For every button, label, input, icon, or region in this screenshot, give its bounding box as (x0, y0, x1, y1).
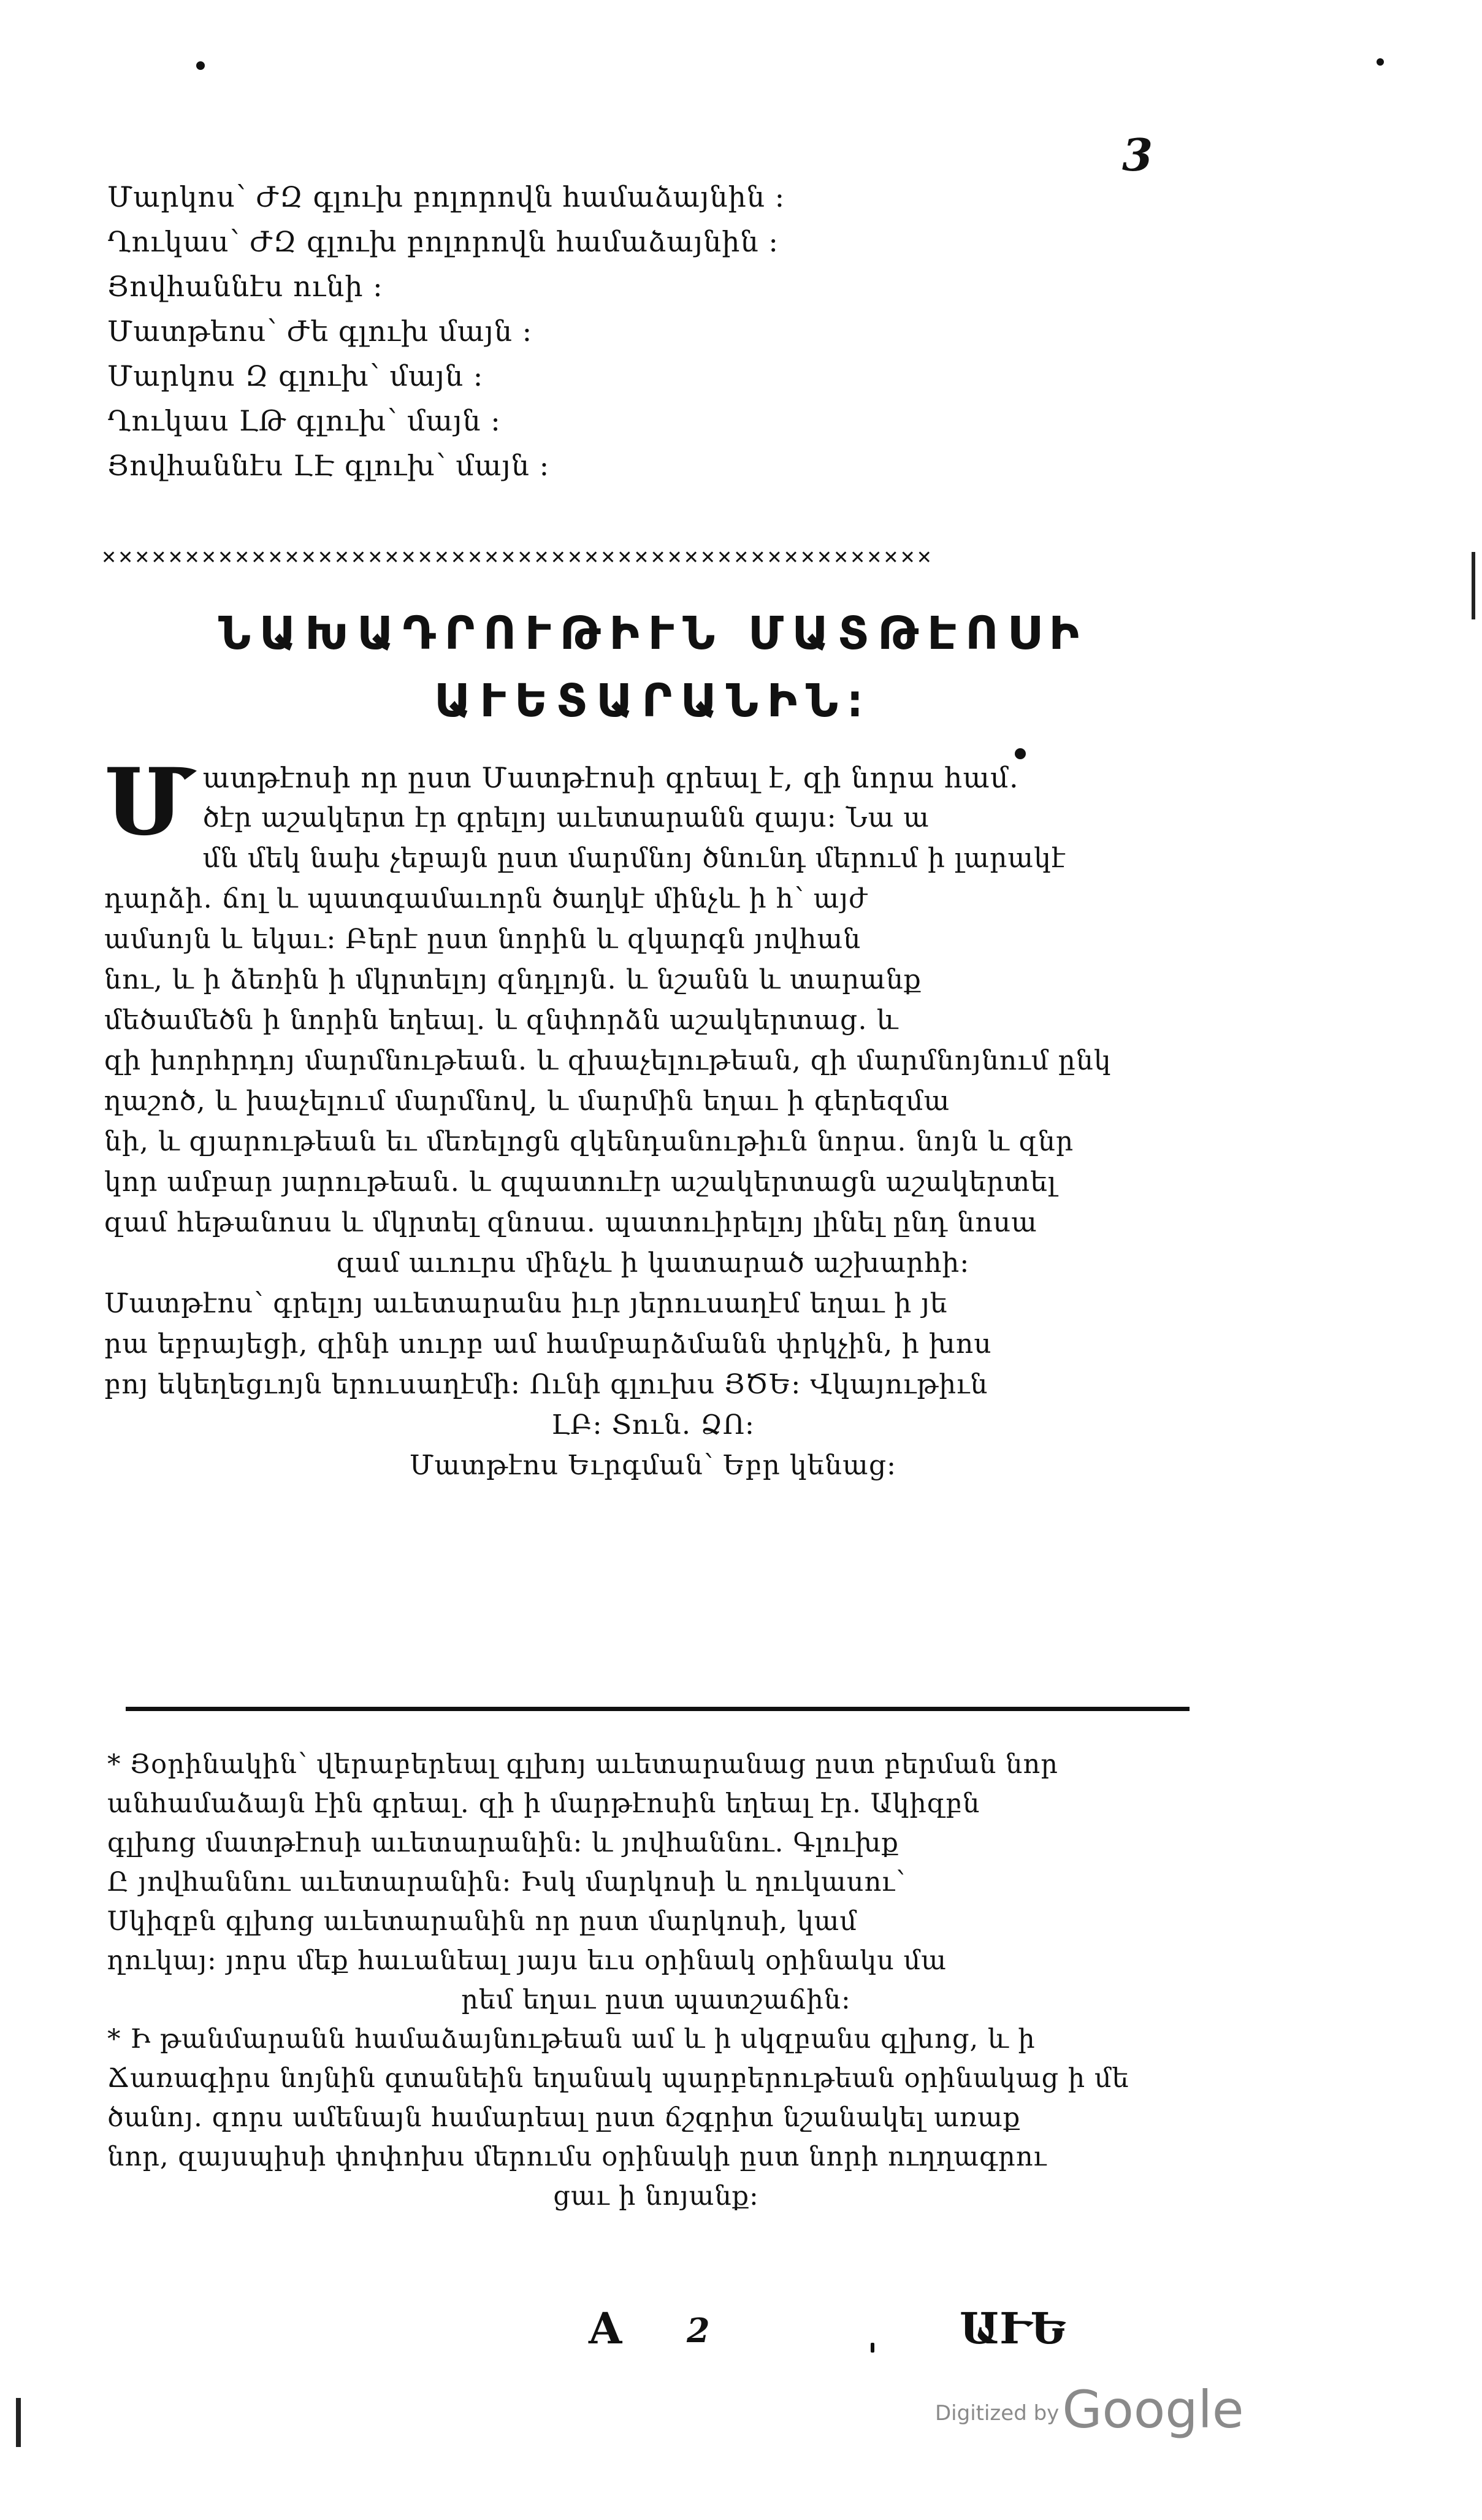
list-item: Ղուկաս ԼԹ գլուխ՝ մայն ։ (107, 404, 501, 437)
footnote-line: Սկիզբն գլխոց աւետարանին որ ըստ մարկոսի, կամ (107, 1906, 858, 1937)
preface-text (104, 748, 1202, 1486)
footnote-rule (126, 1707, 1190, 1711)
footnote-line: Ճառագիրս նոյնին գտանեին եղանակ պարբերութեան օրինակաց ի մե (107, 2063, 1129, 2094)
ornamental-divider: ✕✕✕✕✕✕✕✕✕✕✕✕✕✕✕✕✕✕✕✕✕✕✕✕✕✕✕✕✕✕✕✕✕✕✕✕✕✕✕✕✕✕✕✕✕✕✕✕✕✕ (101, 547, 933, 569)
footnote-line: ղուկայ։ յորս մեք հաւանեալ յայս եւս օրինակ օրինակս մա (107, 1945, 947, 1976)
section-title-continued: ԱՒԵՏԱՐԱՆԻՆ։ (434, 675, 872, 727)
page-edge-mark (16, 2398, 21, 2447)
text-line: մն մեկ նախ չեբայն ըստ մարմնոյ ծնունդ մերում ի լարակէ (202, 843, 1066, 874)
text-line: ատթէոսի որ ըստ Մատթէոսի գրեալ է, զի նորա համ․ (202, 761, 1020, 794)
footnote-line: * Յօրինակին՝ վերաբերեալ գլխոյ աւետարանաց ըստ բերման նոր (107, 1749, 1058, 1780)
page-number: 3 (1122, 129, 1153, 181)
text-line: ամսոյն և եկաւ։ Բերէ ըստ նորին և զկարգն յովհան (104, 924, 861, 955)
signature-mark: A (589, 2303, 622, 2354)
footnote-line: գլխոց մատթէոսի աւետարանին։ և յովհաննու․ Գլուխք (107, 1828, 899, 1858)
text-line: զամ աւուրս մինչև ի կատարած աշխարհի։ (336, 1247, 970, 1279)
ink-speck (196, 61, 205, 70)
footnote-line: անհամաձայն էին գրեալ․ զի ի մարթէոսին եղեալ էր․ Ակիզբն (107, 1788, 980, 1819)
section-title: ՆԱԽԱԴՐՈՒԹԻՒՆ ՄԱՏԹԷՈՍԻ (218, 607, 1088, 660)
list-item: Մարկոս Զ գլուխ՝ մայն ։ (107, 359, 484, 393)
text-line: մեծամեծն ի նորին եղեալ․ և զնփորձն աշակերտաց․ և (104, 1005, 899, 1036)
ink-speck (1015, 748, 1026, 759)
text-line: բոյ եկեղեցւոյն երուսաղէմի։ Ունի գլուխս ՅԾԵ։ Վկայութիւն (104, 1369, 988, 1400)
drop-cap: Մ (104, 748, 194, 856)
ink-speck (1377, 58, 1384, 66)
signature-number: 2 (687, 2311, 710, 2350)
footnote-line: * Ի թանմարանն համաձայնութեան ամ և ի սկզբանս գլխոց, և ի (107, 2024, 1036, 2055)
gospel-concordance-list (107, 175, 904, 488)
page-edge-mark (1472, 552, 1475, 619)
text-line: նի, և զյարութեան եւ մեռելոցն զկենդանութիւն նորա․ նոյն և զնր (104, 1126, 1074, 1157)
text-line: ղաշոծ, և խաչելում մարմնով, և մարմին եղաւ ի գերեզմա (104, 1086, 950, 1117)
google-logo: Google (1062, 2380, 1244, 2440)
text-line: ծէր աշակերտ էր գրելոյ աւետարանն զայս։ Նա ա (202, 802, 930, 833)
ink-speck (871, 2343, 874, 2353)
text-line: նու, և ի ձեռին ի մկրտելոյ զնդլոյն․ և նշանն և տարանք (104, 964, 922, 995)
list-item: Յովհաննէս ունի ։ (107, 270, 383, 303)
footnote-line: Ը յովհաննու աւետարանին։ Իսկ մարկոսի և ղուկասու՝ (107, 1867, 906, 1898)
watermark-prefix: Digitized by (935, 2401, 1060, 2426)
text-line: կոր ամբար յարութեան․ և զպատուէր աշակերտացն աշակերտել (104, 1166, 1057, 1198)
footnote-line: ծանոյ․ զորս ամենայն համարեալ ըստ ճշգրիտ նշանակել առաք (107, 2102, 1021, 2133)
footnote-line: ցաւ ի նոյանք։ (553, 2181, 759, 2212)
footnote-line: րեմ եղաւ ըստ պատշաճին։ (461, 1985, 851, 2015)
footnotes (107, 1745, 1205, 2216)
text-line: ԼԲ։ Տուն․ ՁՈ։ (551, 1409, 755, 1441)
catchword: ԱՒԵ (960, 2303, 1066, 2354)
list-item: Յովհաննէս ԼԷ գլուխ՝ մայն ։ (107, 449, 550, 482)
footnote-line: նոր, զայսպիսի փոփոխս մերումս օրինակի ըստ նորի ուղղագրու (107, 2142, 1047, 2172)
text-line: դարձի․ ճոլ և պատգամաւորն ծաղկէ մինչև ի հ՝ այժ (104, 883, 868, 914)
list-item: Մարկոս՝ ԺԶ գլուխ բոլորովն համաձայնին ։ (107, 180, 785, 213)
list-item: Մատթեոս՝ Ժե գլուխ մայն ։ (107, 315, 533, 348)
text-line: Մատթէոս՝ գրելոյ աւետարանս իւր յերուսաղէմ եղաւ ի յե (104, 1288, 948, 1319)
digitized-watermark (935, 2380, 1244, 2440)
text-line: զի խորհրդոյ մարմնութեան․ և զխաչելութեան, զի մարմնոյնում ընկ (104, 1045, 1112, 1076)
text-line: զամ հեթանոսս և մկրտել զնոսա․ պատուիրելոյ լինել ընդ նոսա (104, 1207, 1037, 1238)
list-item: Ղուկաս՝ ԺԶ գլուխ բոլորովն համաձայնին ։ (107, 225, 779, 258)
text-line: րա եբրայեցի, զինի սուրբ ամ համբարձմանն փրկչին, ի խոս (104, 1328, 992, 1360)
closing-line: Մատթէոս Եւրգման՝ Եբր կենաց։ (409, 1450, 897, 1481)
